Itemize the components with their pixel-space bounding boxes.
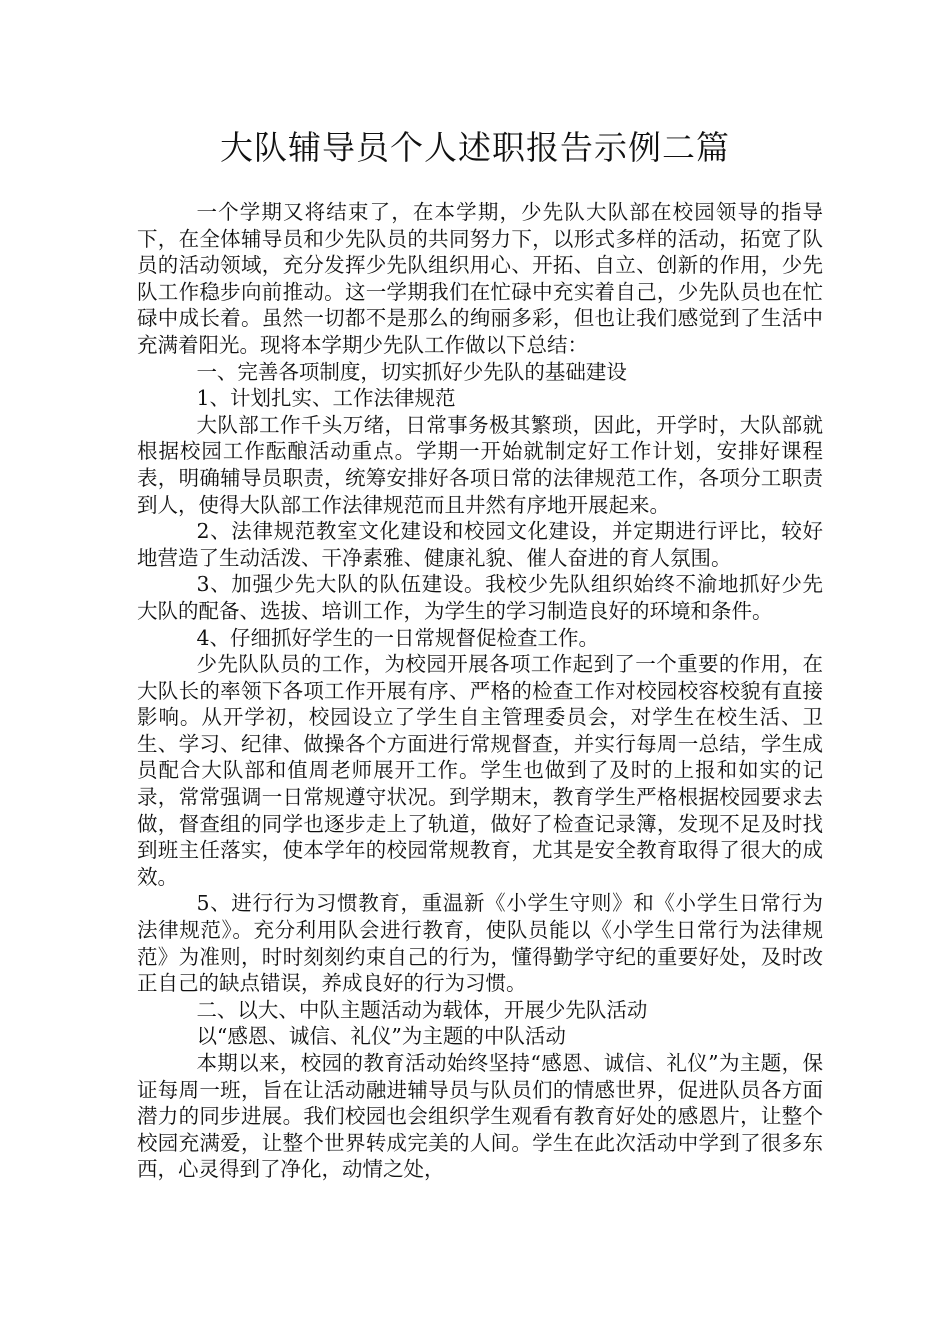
paragraph-culture: 2、法律规范教室文化建设和校园文化建设，并定期进行评比，较好地营造了生动活泼、干净素雅、健康礼貌、催人奋进的育人氛围。 — [137, 519, 823, 570]
section-heading-1: 一、完善各项制度，切实抓好少先队的基础建设 — [196, 359, 627, 384]
section-heading-2: 二、以大、中队主题活动为载体，开展少先队活动 — [196, 997, 648, 1022]
paragraph-routine-check: 少先队队员的工作，为校园开展各项工作起到了一个重要的作用，在大队长的率领下各项工作开展有序、严格的检查工作对校园校容校貌有直接影响。从开学初，校园设立了学生自主管理委员会，对学生在校生活、卫生、学习、纪律、做操各个方面进行常规督查，并实行每周一总结，学生成员配合大队部和值周老师展开工作。学生也做到了及时的上报和如实的记录，常常强调一日常规遵守状况。到学期末，教育学生严格根据校园要求去做，督查组的同学也逐步走上了轨道，做好了检查记录簿，发现不足及时找到班主任落实，使本学年的校园常规教育，尤其是安全教育取得了很大的成效。 — [137, 652, 823, 889]
subheading-theme: 以“感恩、诚信、礼仪”为主题的中队活动 — [196, 1024, 566, 1049]
paragraph-planning: 大队部工作千头万绪，日常事务极其繁琐，因此，开学时，大队部就根据校园工作酝酿活动重点。学期一开始就制定好工作计划，安排好课程表，明确辅导员职责，统筹安排好各项日常的法律规范工作，各项分工职责到人，使得大队部工作法律规范而且井然有序地开展起来。 — [137, 412, 823, 517]
document-title: 大队辅导员个人述职报告示例二篇 — [220, 128, 730, 167]
paragraph-habit-education: 5、进行行为习惯教育，重温新《小学生守则》和《小学生日常行为法律规范》。充分利用队会进行教育，使队员能以《小学生日常行为法律规范》为准则，时时刻刻约束自己的行为，懂得勤学守纪的重要好处，及时改正自己的缺点错误，养成良好的行为习惯。 — [137, 891, 823, 996]
paragraph-team-building: 3、加强少先大队的队伍建设。我校少先队组织始终不渝地抓好少先大队的配备、选拔、培训工作，为学生的学习制造良好的环境和条件。 — [137, 572, 823, 623]
paragraph-intro: 一个学期又将结束了，在本学期，少先队大队部在校园领导的指导下，在全体辅导员和少先队员的共同努力下，以形式多样的活动，拓宽了队员的活动领域，充分发挥少先队组织用心、开拓、自立、创新的作用，少先队工作稳步向前推动。这一学期我们在忙碌中充实着自己，少先队员也在忙碌中成长着。虽然一切都不是那么的绚丽多彩，但也让我们感觉到了生活中充满着阳光。现将本学期少先队工作做以下总结： — [137, 200, 823, 357]
paragraph-activities: 本期以来，校园的教育活动始终坚持“感恩、诚信、礼仪”为主题，保证每周一班，旨在让活动融进辅导员与队员们的情感世界，促进队员各方面潜力的同步进展。我们校园也会组织学生观看有教育好处的感恩片，让整个校园充满爱，让整个世界转成完美的人间。学生在此次活动中学到了很多东西，心灵得到了净化，动情之处， — [137, 1051, 823, 1182]
subheading-1: 1、计划扎实、工作法律规范 — [196, 386, 456, 411]
subheading-4: 4、仔细抓好学生的一日常规督促检查工作。 — [196, 625, 599, 650]
document-body — [137, 199, 823, 1183]
